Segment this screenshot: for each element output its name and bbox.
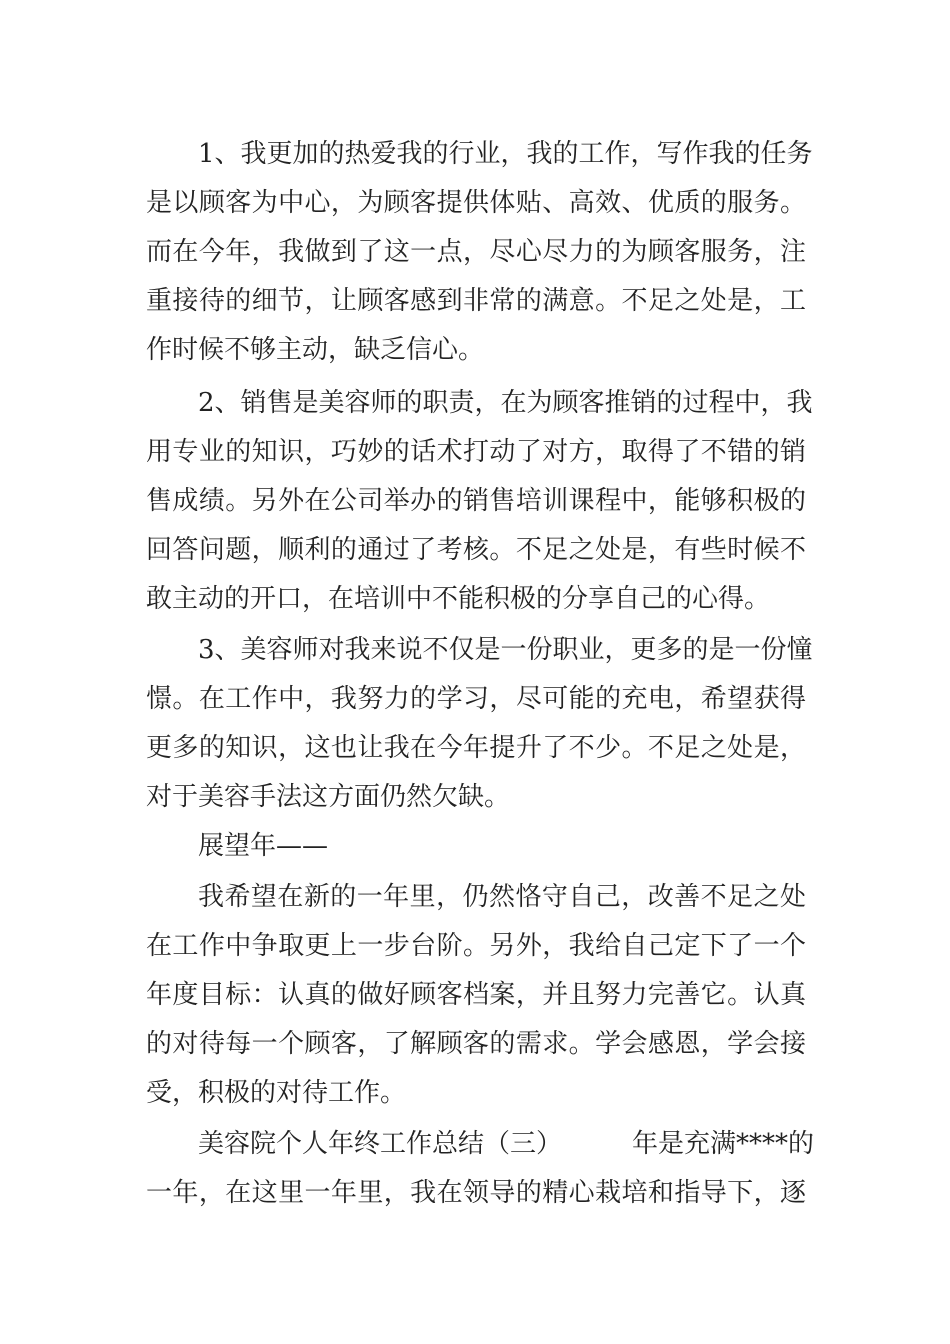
paragraph-1-line-5: 作时候不够主动，缺乏信心。 — [146, 335, 485, 365]
paragraph-5-line-3: 年度目标：认真的做好顾客档案，并且努力完善它。认真 — [146, 980, 806, 1010]
section-title-tail: 年是充满****的 — [632, 1129, 815, 1159]
paragraph-5-line-2: 在工作中争取更上一步台阶。另外，我给自己定下了一个 — [146, 931, 806, 961]
paragraph-3-line-4: 对于美容手法这方面仍然欠缺。 — [146, 782, 511, 812]
paragraph-2-line-3: 售成绩。另外在公司举办的销售培训课程中，能够积极的 — [146, 486, 806, 516]
paragraph-1-line-3: 而在今年，我做到了这一点，尽心尽力的为顾客服务，注 — [146, 237, 806, 267]
closing-line: 一年，在这里一年里，我在领导的精心栽培和指导下，逐 — [146, 1178, 806, 1208]
paragraph-1-line-4: 重接待的细节，让顾客感到非常的满意。不足之处是，工 — [146, 286, 806, 316]
paragraph-3-line-2: 憬。在工作中，我努力的学习，尽可能的充电，希望获得 — [146, 684, 806, 714]
outlook-heading: 展望年—— — [198, 831, 329, 861]
paragraph-5-line-1: 我希望在新的一年里，仍然恪守自己，改善不足之处 — [198, 882, 806, 912]
paragraph-2-line-1: 2、销售是美容师的职责，在为顾客推销的过程中，我 — [198, 388, 813, 418]
paragraph-5-line-5: 受，积极的对待工作。 — [146, 1078, 407, 1108]
paragraph-1-line-1: 1、我更加的热爱我的行业，我的工作，写作我的任务 — [198, 139, 813, 169]
paragraph-2-line-2: 用专业的知识，巧妙的话术打动了对方，取得了不错的销 — [146, 437, 806, 467]
section-title-line — [198, 1124, 815, 1164]
paragraph-3-line-3: 更多的知识，这也让我在今年提升了不少。不足之处是， — [146, 733, 806, 763]
section-title: 美容院个人年终工作总结（三） — [198, 1129, 563, 1159]
paragraph-1-line-2: 是以顾客为中心，为顾客提供体贴、高效、优质的服务。 — [146, 188, 806, 218]
paragraph-5-line-4: 的对待每一个顾客，了解顾客的需求。学会感恩，学会接 — [146, 1029, 806, 1059]
paragraph-2-line-5: 敢主动的开口，在培训中不能积极的分享自己的心得。 — [146, 584, 771, 614]
paragraph-3-line-1: 3、美容师对我来说不仅是一份职业，更多的是一份憧 — [198, 635, 813, 665]
paragraph-2-line-4: 回答问题，顺利的通过了考核。不足之处是，有些时候不 — [146, 535, 806, 565]
